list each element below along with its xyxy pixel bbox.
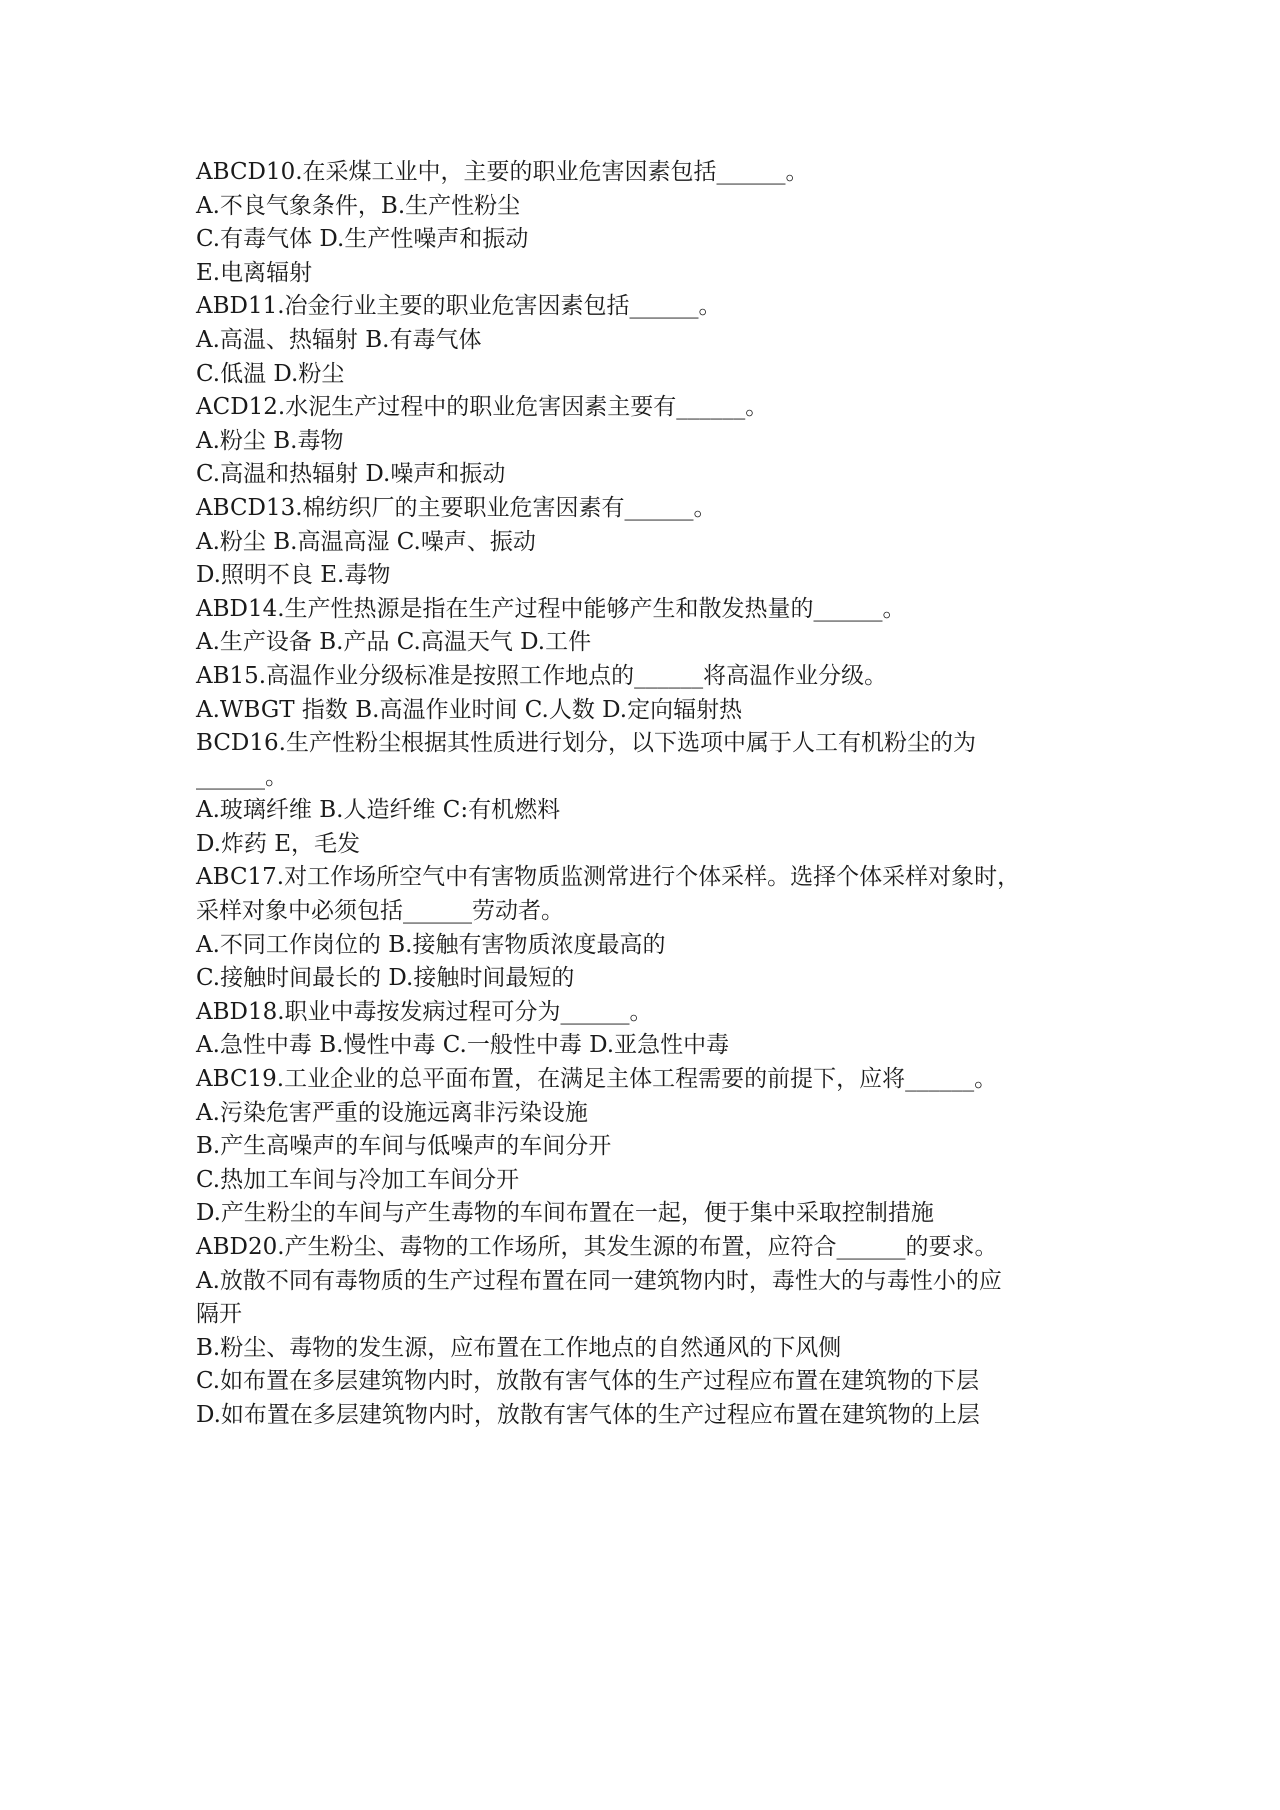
question-14-option-line: A.生产设备 B.产品 C.高温天气 D.工件: [196, 629, 592, 656]
question-10-stem: ABCD10.在采煤工业中，主要的职业危害因素包括______。: [196, 159, 809, 185]
question-19-option-line: B.产生高噪声的车间与低噪声的车间分开: [196, 1133, 612, 1160]
question-20-option-line: B.粉尘、毒物的发生源，应布置在工作地点的自然通风的下风侧: [196, 1334, 842, 1361]
document-body: [196, 156, 1096, 1433]
question-15-option-line: A.WBGT 指数 B.高温作业时间 C.人数 D.定向辐射热: [196, 696, 743, 723]
question-12-stem: ACD12.水泥生产过程中的职业危害因素主要有______。: [196, 394, 769, 421]
question-12-option-line: C.高温和热辐射 D.噪声和振动: [196, 461, 506, 488]
question-19-stem: ABC19.工业企业的总平面布置，在满足主体工程需要的前提下，应将______。: [196, 1066, 998, 1093]
question-20-option-line: A.放散不同有毒物质的生产过程布置在同一建筑物内时，毒性大的与毒性小的应: [196, 1267, 1002, 1294]
question-13-option-line: A.粉尘 B.高温高湿 C.噪声、振动: [196, 528, 536, 555]
question-11-option-line: C.低温 D.粉尘: [196, 360, 345, 387]
question-19-option-line: C.热加工车间与冷加工车间分开: [196, 1166, 520, 1193]
question-19-option-line: D.产生粉尘的车间与产生毒物的车间布置在一起，便于集中采取控制措施: [196, 1200, 934, 1227]
question-17-option-line: C.接触时间最长的 D.接触时间最短的: [196, 965, 575, 992]
question-16-stem: BCD16.生产性粉尘根据其性质进行划分，以下选项中属于人工有机粉尘的为: [196, 730, 976, 757]
question-20-option-line: D.如布置在多层建筑物内时，放散有害气体的生产过程应布置在建筑物的上层: [196, 1401, 980, 1428]
question-18-stem: ABD18.职业中毒按发病过程可分为______。: [196, 998, 653, 1025]
question-20-option-line: 隔开: [196, 1301, 242, 1328]
question-20-option-line: C.如布置在多层建筑物内时，放散有害气体的生产过程应布置在建筑物的下层: [196, 1368, 980, 1395]
question-15-stem: AB15.高温作业分级标准是按照工作地点的______将高温作业分级。: [196, 662, 888, 689]
question-10-option-line: A.不良气象条件，B.生产性粉尘: [196, 192, 521, 219]
question-14-stem: ABD14.生产性热源是指在生产过程中能够产生和散发热量的______。: [196, 595, 906, 622]
question-17-stem-continued: 采样对象中必须包括______劳动者。: [196, 898, 564, 925]
question-10-option-line: C.有毒气体 D.生产性噪声和振动: [196, 226, 529, 253]
question-19-option-line: A.污染危害严重的设施远离非污染设施: [196, 1099, 588, 1126]
question-17-option-line: A.不同工作岗位的 B.接触有害物质浓度最高的: [196, 931, 666, 958]
question-13-option-line: D.照明不良 E.毒物: [196, 562, 391, 589]
question-13-stem: ABCD13.棉纺织厂的主要职业危害因素有______。: [196, 494, 717, 521]
question-11-option-line: A.高温、热辐射 B.有毒气体: [196, 326, 482, 353]
question-20-stem: ABD20.产生粉尘、毒物的工作场所，其发生源的布置，应符合______的要求。: [196, 1234, 998, 1260]
question-18-option-line: A.急性中毒 B.慢性中毒 C.一般性中毒 D.亚急性中毒: [196, 1032, 730, 1059]
question-16-stem-continued: ______。: [196, 763, 288, 790]
question-12-option-line: A.粉尘 B.毒物: [196, 427, 344, 454]
question-16-option-line: D.炸药 E，毛发: [196, 830, 361, 857]
question-16-option-line: A.玻璃纤维 B.人造纤维 C:有机燃料: [196, 797, 561, 824]
question-11-stem: ABD11.冶金行业主要的职业危害因素包括______。: [196, 293, 722, 320]
question-10-option-line: E.电离辐射: [196, 259, 313, 286]
question-17-stem: ABC17.对工作场所空气中有害物质监测常进行个体采样。选择个体采样对象时，: [196, 864, 1021, 891]
